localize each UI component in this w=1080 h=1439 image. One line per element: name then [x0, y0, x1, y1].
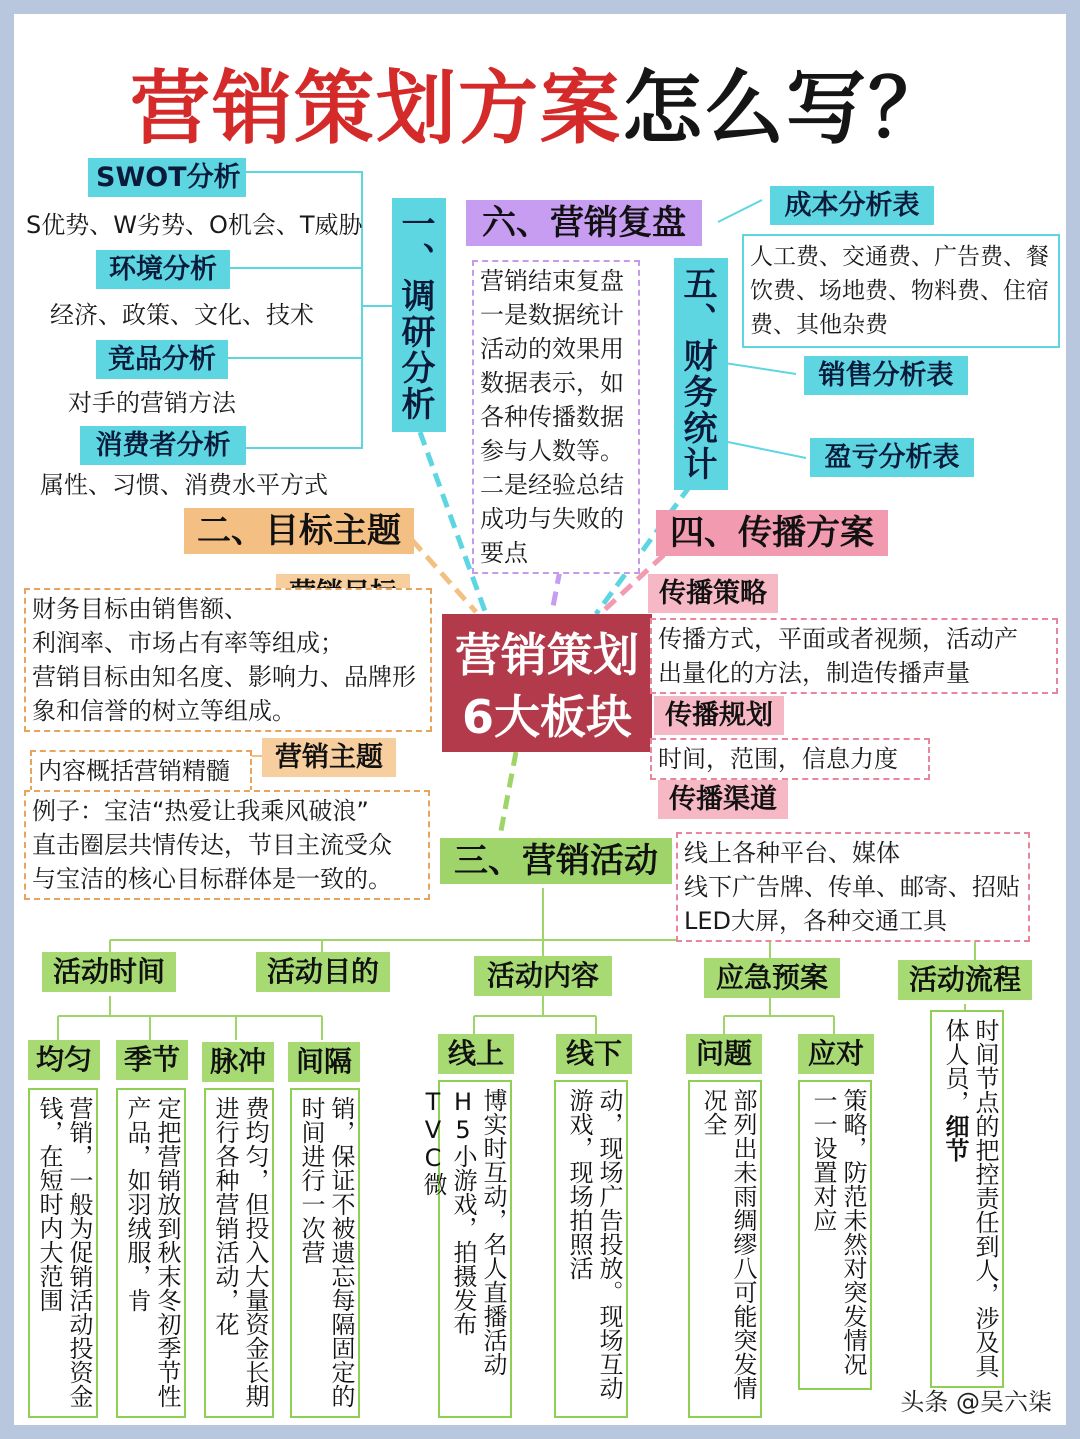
theme-line: 与宝洁的核心目标群体是一致的。	[32, 865, 392, 893]
consumer-desc: 属性、习惯、消费水平方式	[40, 471, 328, 499]
watermark: 头条 @吴六柒	[900, 1388, 1052, 1416]
review-line: 要点	[480, 539, 528, 567]
section-finance-label: 五、财务统计	[674, 258, 728, 490]
review-text	[472, 260, 640, 574]
cost-line: 费、其他杂费	[750, 312, 888, 338]
center-node	[442, 614, 652, 752]
consumer-label: 消费者分析	[80, 426, 246, 465]
sub-problem-label: 问题	[686, 1034, 762, 1074]
review-line: 二是经验总结	[480, 471, 624, 499]
cost-table-desc	[742, 234, 1060, 348]
sales-table-label: 销售分析表	[804, 356, 968, 395]
sub-problem-text: 部列出未雨绸缪八可能突发情况全	[688, 1080, 762, 1418]
section-goal-label: 二、目标主题	[184, 508, 414, 554]
page-title	[0, 44, 1080, 159]
sub-offline-text: 动，现场广告投放。现场互动游戏，现场拍照活	[554, 1080, 628, 1418]
activity-time-label: 活动时间	[42, 952, 176, 992]
activity-flow-label: 活动流程	[898, 960, 1032, 1000]
cost-table-label: 成本分析表	[770, 186, 934, 225]
spread-strategy-label: 传播策略	[648, 574, 778, 613]
channel-line: 线上各种平台、媒体	[684, 839, 900, 867]
profit-table-label: 盈亏分析表	[810, 438, 974, 477]
environment-label: 环境分析	[96, 250, 230, 289]
section-research-label: 一、调研分析	[392, 198, 446, 432]
activity-content-label: 活动内容	[474, 956, 612, 996]
review-line: 参与人数等。	[480, 437, 624, 465]
emergency-plan-label: 应急预案	[704, 958, 840, 998]
goal-line: 营销目标由知名度、影响力、品牌形	[32, 663, 416, 691]
sub-pulse-text: 费均匀，但投入大量资金长期进行各种营销活动，花	[204, 1088, 274, 1418]
section-spread-label: 四、传播方案	[656, 510, 888, 556]
sub-pulse-label: 脉冲	[202, 1042, 274, 1082]
channel-line: 线下广告牌、传单、邮寄、招贴	[684, 873, 1020, 901]
center-line-1: 营销策划	[455, 628, 639, 682]
goal-line: 财务目标由销售额、	[32, 595, 248, 623]
goal-line: 利润率、市场占有率等组成；	[32, 629, 344, 657]
activity-flow-text	[930, 1010, 1004, 1388]
review-line: 活动的效果用	[480, 335, 624, 363]
sub-season-label: 季节	[116, 1040, 188, 1080]
sub-offline-label: 线下	[556, 1034, 632, 1074]
section-activity-label: 三、营销活动	[440, 838, 672, 884]
review-line: 数据表示，如	[480, 369, 624, 397]
spread-channel-text	[676, 832, 1030, 942]
swot-desc: S优势、W劣势、O机会、T威胁	[26, 211, 363, 239]
cost-line: 饮费、场地费、物料费、住宿	[750, 278, 1049, 304]
cost-line: 人工费、交通费、广告费、餐	[750, 244, 1049, 270]
theme-line: 直击圈层共情传达，节目主流受众	[32, 831, 392, 859]
marketing-theme-label: 营销主题	[262, 738, 396, 777]
swot-label: SWOT分析	[88, 158, 246, 197]
spread-plan-text: 时间，范围，信息力度	[650, 738, 930, 780]
section-review-label: 六、营销复盘	[466, 200, 702, 246]
competitor-desc: 对手的营销方法	[68, 389, 236, 417]
title-red-part: 营销策划方案	[130, 62, 622, 155]
spread-plan-label: 传播规划	[654, 696, 784, 735]
environment-desc: 经济、政策、文化、技术	[50, 301, 314, 329]
theme-example	[24, 790, 430, 900]
spread-strategy-text	[650, 618, 1058, 694]
sub-season-text: 定把营销放到秋末冬初季节性产品，如羽绒服，肯	[116, 1088, 186, 1418]
title-black-part: 怎么写？	[622, 62, 950, 155]
review-line: 成功与失败的	[480, 505, 624, 533]
review-line: 营销结束复盘	[480, 267, 624, 295]
spread-channel-label: 传播渠道	[658, 780, 788, 819]
sub-interval-text: 销，保证不被遗忘每隔固定的时间进行一次营	[290, 1088, 360, 1418]
sub-response-text: 策略，防范未然对突发情况一一设置对应	[798, 1080, 872, 1390]
center-line-2: 6大板块	[461, 690, 632, 744]
competitor-label: 竞品分析	[96, 340, 228, 379]
review-line: 各种传播数据	[480, 403, 624, 431]
activity-purpose-label: 活动目的	[256, 952, 390, 992]
flow-text: 时间节点的把控责任到人，涉及具体人员，	[941, 1018, 999, 1378]
sub-even-label: 均匀	[28, 1040, 100, 1080]
theme-summary: 内容概括营销精髓	[30, 750, 252, 792]
sub-online-text: 博实时互动，名人直播活动H5小游戏，拍摄发布TVC微	[438, 1080, 512, 1418]
sub-even-text: 营销，一般为促销活动投资金钱，在短时内大范围	[28, 1088, 98, 1418]
strategy-line: 出量化的方法，制造传播声量	[658, 659, 970, 687]
marketing-goal-text	[24, 588, 432, 732]
sub-interval-label: 间隔	[288, 1042, 360, 1082]
sub-online-label: 线上	[438, 1034, 514, 1074]
flow-text-bold: 细节	[941, 1114, 969, 1162]
sub-response-label: 应对	[798, 1034, 874, 1074]
channel-line: LED大屏，各种交通工具	[684, 907, 948, 935]
goal-line: 象和信誉的树立等组成。	[32, 697, 296, 725]
strategy-line: 传播方式，平面或者视频，活动产	[658, 625, 1018, 653]
review-line: 一是数据统计	[480, 301, 624, 329]
theme-line: 例子：宝洁“热爱让我乘风破浪”	[32, 797, 369, 825]
